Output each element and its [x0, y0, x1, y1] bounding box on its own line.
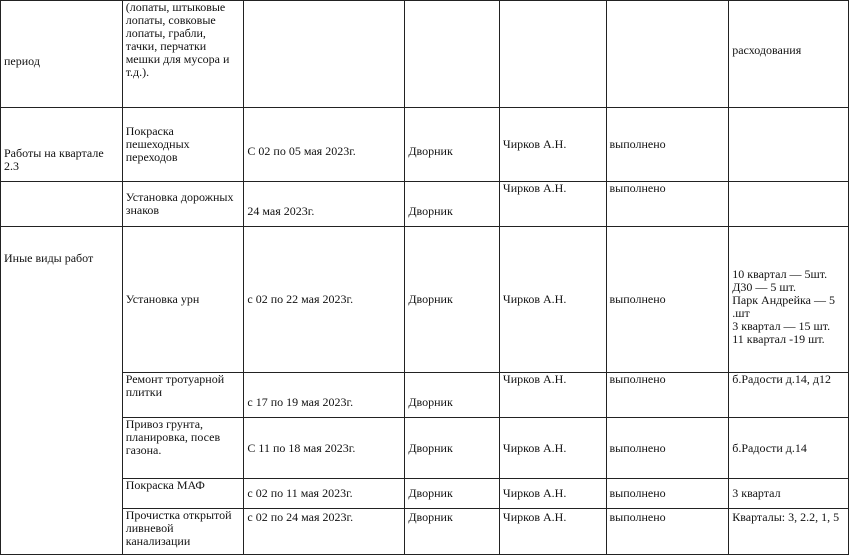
person-cell	[499, 182, 606, 227]
work-text: Ремонт тротуарной плитки	[125, 372, 225, 399]
status-text: выполнено	[609, 372, 666, 386]
table-row	[1, 509, 849, 555]
note-text: Кварталы: 3, 2.2, 1, 5	[732, 510, 840, 524]
dates-text: С 11 по 18 мая 2023г.	[247, 440, 356, 455]
person-text: Чирков А.Н.	[502, 292, 567, 306]
role-cell	[405, 479, 500, 509]
note-cell	[729, 182, 849, 227]
dates-cell	[244, 479, 405, 509]
role-cell	[405, 418, 500, 479]
status-cell	[606, 509, 729, 555]
status-text: выполнено	[609, 486, 666, 500]
status-cell	[606, 1, 729, 108]
person-text: Чирков А.Н.	[502, 486, 567, 500]
person-text: Чирков А.Н.	[502, 440, 567, 455]
work-text: Прочистка открытой ливневой канализации	[125, 508, 232, 548]
note-cell	[729, 373, 849, 418]
dates-text: с 02 по 24 мая 2023г.	[247, 510, 354, 524]
work-text: Привоз грунта, планировка, посев газона.	[125, 417, 221, 457]
role-cell	[405, 227, 500, 373]
work-cell	[122, 479, 244, 509]
note-text: б.Радости д.14	[732, 440, 807, 455]
note-text: б.Радости д.14, д12	[732, 372, 831, 386]
person-cell	[499, 509, 606, 555]
role-text: Дворник	[408, 292, 453, 306]
person-text: Чирков А.Н.	[502, 510, 567, 524]
status-text: выполнено	[609, 440, 666, 455]
status-cell	[606, 479, 729, 509]
work-cell	[122, 1, 244, 108]
role-cell	[405, 182, 500, 227]
dates-cell	[244, 418, 405, 479]
note-cell	[729, 479, 849, 509]
note-line: 3 квартал — 15 шт.	[732, 318, 831, 333]
note-line: Д30 — 5 шт.	[732, 279, 797, 294]
work-text: (лопаты, штыковые лопаты, совковые лопаты, грабли, тачки, перчатки мешки для мусора и т.д.).	[125, 0, 230, 79]
person-text: Чирков А.Н.	[502, 372, 567, 386]
dates-cell	[244, 227, 405, 373]
dates-cell	[244, 1, 405, 108]
person-cell	[499, 373, 606, 418]
status-text: выполнено	[609, 137, 666, 151]
status-cell	[606, 108, 729, 182]
work-cell	[122, 182, 244, 227]
work-cell	[122, 509, 244, 555]
category-cell	[1, 182, 123, 227]
role-cell	[405, 373, 500, 418]
role-cell	[405, 1, 500, 108]
role-text: Дворник	[408, 510, 453, 524]
dates-text: 24 мая 2023г.	[247, 203, 315, 218]
dates-cell	[244, 108, 405, 182]
dates-text: с 17 по 19 мая 2023г.	[247, 394, 354, 409]
person-cell	[499, 418, 606, 479]
status-cell	[606, 373, 729, 418]
note-text: расходования	[732, 42, 802, 57]
work-text: Установка урн	[125, 292, 200, 306]
table-row	[1, 108, 849, 182]
table-row	[1, 227, 849, 373]
note-line: Парк Андрейка — 5 .шт	[732, 292, 835, 320]
work-cell	[122, 227, 244, 373]
role-text: Дворник	[408, 440, 453, 455]
status-text: выполнено	[609, 181, 666, 195]
person-cell	[499, 227, 606, 373]
note-line: 10 квартал — 5шт.	[732, 266, 828, 281]
note-cell	[729, 1, 849, 108]
work-text: Покраска пешеходных переходов	[125, 124, 190, 164]
status-text: выполнено	[609, 292, 666, 306]
status-cell	[606, 182, 729, 227]
role-text: Дворник	[408, 394, 453, 409]
work-text: Установка дорожных знаков	[125, 190, 234, 217]
category-cell	[1, 1, 123, 108]
dates-cell	[244, 182, 405, 227]
table-row	[1, 373, 849, 418]
category-text: Иные виды работ	[4, 251, 94, 265]
category-cell	[1, 108, 123, 182]
note-cell	[729, 418, 849, 479]
work-cell	[122, 418, 244, 479]
work-cell	[122, 373, 244, 418]
dates-text: с 02 по 22 мая 2023г.	[247, 292, 354, 306]
category-cell	[1, 227, 123, 555]
note-cell	[729, 108, 849, 182]
role-text: Дворник	[408, 144, 453, 158]
role-text: Дворник	[408, 203, 453, 218]
role-cell	[405, 108, 500, 182]
person-cell	[499, 1, 606, 108]
note-cell	[729, 509, 849, 555]
person-text: Чирков А.Н.	[502, 137, 567, 151]
person-cell	[499, 479, 606, 509]
table-row	[1, 418, 849, 479]
table-row	[1, 1, 849, 108]
category-text: Работы на квартале 2.3	[4, 145, 104, 173]
note-line: 11 квартал -19 шт.	[732, 331, 825, 346]
status-cell	[606, 227, 729, 373]
person-cell	[499, 108, 606, 182]
dates-cell	[244, 509, 405, 555]
note-cell	[729, 227, 849, 373]
role-cell	[405, 509, 500, 555]
role-text: Дворник	[408, 486, 453, 500]
table-row	[1, 479, 849, 509]
category-text: период	[4, 53, 40, 68]
dates-cell	[244, 373, 405, 418]
dates-text: с 02 по 11 мая 2023г.	[247, 486, 353, 500]
status-cell	[606, 418, 729, 479]
work-cell	[122, 108, 244, 182]
work-text: Покраска МАФ	[125, 478, 205, 492]
person-text: Чирков А.Н.	[502, 181, 567, 195]
status-text: выполнено	[609, 510, 666, 524]
note-text: 3 квартал	[732, 486, 781, 500]
table-row	[1, 182, 849, 227]
dates-text: С 02 по 05 мая 2023г.	[247, 144, 356, 158]
